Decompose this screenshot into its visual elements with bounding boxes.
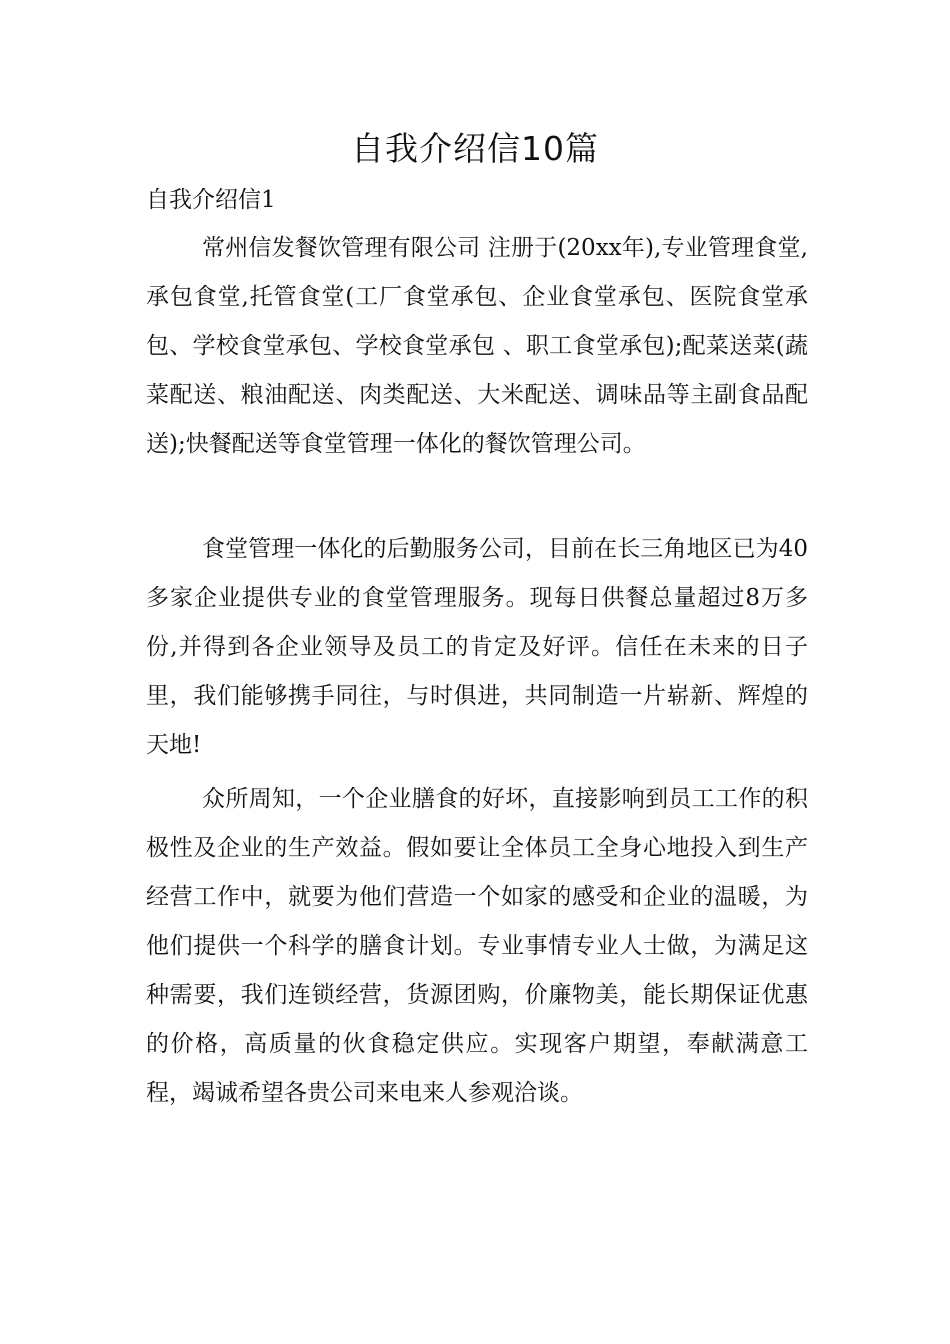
body-paragraph-1: 常州信发餐饮管理有限公司 注册于(20xx年),专业管理食堂,承包食堂,托管食堂(工厂食堂承包、企业食堂承包、医院食堂承包、学校食堂承包、学校食堂承包 、职工食堂承包);配菜送菜(蔬菜配送、粮油配送、肉类配送、大米配送、调味品等主副食品配送);快餐配送等食堂管理一体化的餐饮管理公司。 xyxy=(146,235,808,457)
document-title: 自我介绍信10篇 xyxy=(351,129,599,168)
body-paragraph-2: 食堂管理一体化的后勤服务公司，目前在长三角地区已为40多家企业提供专业的食堂管理服务。现每日供餐总量超过8万多份,并得到各企业领导及员工的肯定及好评。信任在未来的日子里，我们能够携手同往，与时俱进，共同制造一片崭新、辉煌的天地! xyxy=(146,536,808,758)
section-heading: 自我介绍信1 xyxy=(146,187,276,213)
body-paragraph-3: 众所周知，一个企业膳食的好坏，直接影响到员工工作的积极性及企业的生产效益。假如要让全体员工全身心地投入到生产经营工作中，就要为他们营造一个如家的感受和企业的温暖，为他们提供一个科学的膳食计划。专业事情专业人士做，为满足这种需要，我们连锁经营，货源团购，价廉物美，能长期保证优惠的价格，高质量的伙食稳定供应。实现客户期望，奉献满意工程，竭诚希望各贵公司来电来人参观洽谈。 xyxy=(146,786,808,1106)
